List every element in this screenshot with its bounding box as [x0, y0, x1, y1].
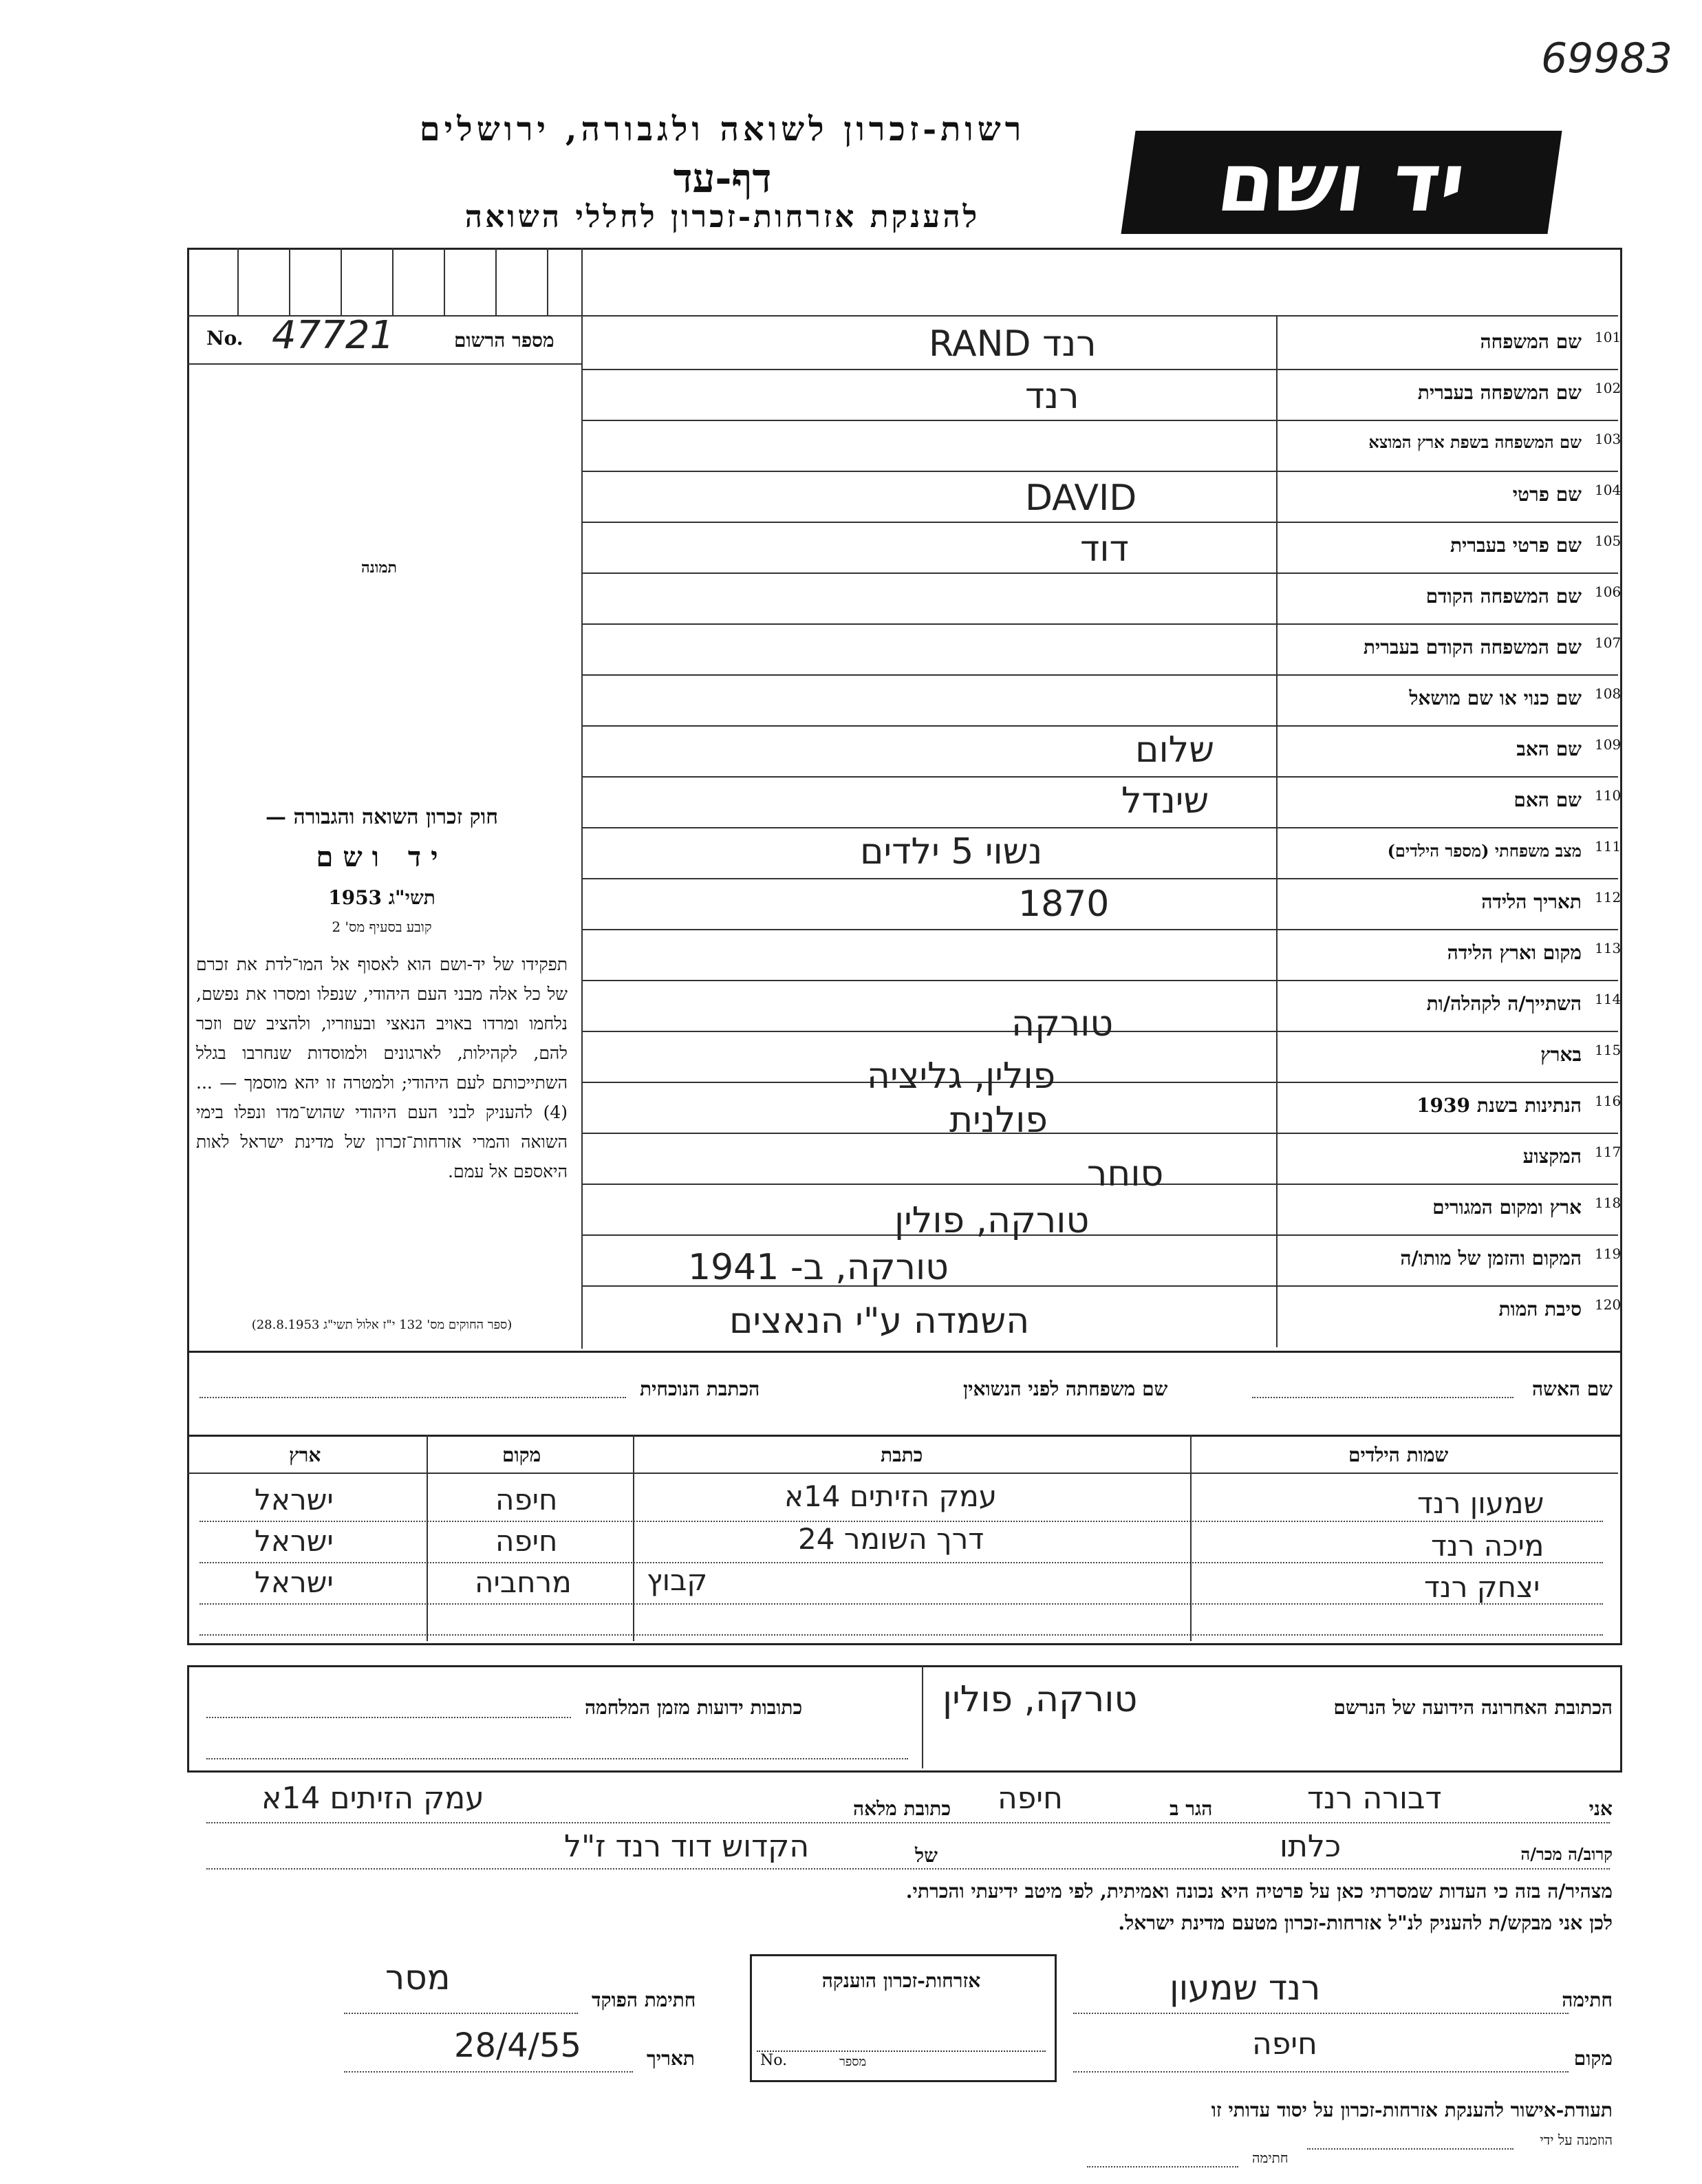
- field-110-num: 110: [1595, 787, 1622, 804]
- law-year: תשי"ג 1953: [328, 886, 435, 909]
- field-103-label: שם המשפחה בשפת ארץ המוצא: [1368, 432, 1582, 452]
- last-address-value: טורקה, פולין: [942, 1679, 1138, 1720]
- child-2-place: חיפה: [495, 1524, 558, 1558]
- field-108-label: שם כנוי או שם מושאל: [1409, 687, 1582, 709]
- officer-label: חתימת הפוקד: [592, 1989, 696, 2011]
- field-117-num: 117: [1595, 1144, 1622, 1160]
- maiden-label: שם משפחתה לפני הנשואין: [963, 1378, 1168, 1400]
- of-label: של: [915, 1844, 938, 1867]
- wife-row: [187, 1349, 1622, 1437]
- last-address-label: הכתובת האחרונה הידועה של הנרשם: [1333, 1696, 1613, 1719]
- declaration-line1: מצהיר/ה בזה כי העדות שמסרתי כאן על פרטיה היא נכונה ואמיתית, לפי מיטב ידיעתי והכרתי.: [905, 1880, 1613, 1903]
- declarant-city: חיפה: [998, 1781, 1063, 1816]
- header-line3: להענקת אזרחות-זכרון לחללי השואה: [464, 200, 980, 235]
- field-103-num: 103: [1595, 431, 1622, 447]
- field-107-label: שם המשפחה הקודם בעברית: [1363, 636, 1582, 659]
- field-116-num: 116: [1595, 1093, 1622, 1109]
- place-label: מקום: [1573, 2047, 1613, 2070]
- photo-label: תמונה: [361, 559, 397, 577]
- field-116-label: הנתינות בשנת 1939: [1416, 1094, 1582, 1117]
- child-3-name: יצחק רנד: [1424, 1570, 1540, 1604]
- certificate-line2: הוזמנה על ידי: [1540, 2132, 1613, 2148]
- officer-date-label: תאריך: [647, 2047, 695, 2070]
- wife-label: שם האשה: [1531, 1378, 1613, 1400]
- children-header-address: כתבת: [881, 1444, 923, 1466]
- registration-no-prefix: No.: [206, 327, 244, 350]
- field-119-value: טורקה, ב- 1941: [688, 1247, 949, 1288]
- header-line1: רשות-זכרון לשואה ולגבורה, ירושלים: [419, 110, 1026, 149]
- resides-label: הגר ב: [1170, 1797, 1213, 1820]
- declarant-ani: אני: [1588, 1797, 1613, 1820]
- field-101-label: שם המשפחה: [1480, 330, 1582, 353]
- field-107-num: 107: [1595, 634, 1622, 651]
- field-115-value: פולין, גליציה: [867, 1056, 1056, 1097]
- declarant-signature: רנד שמעון: [1170, 1968, 1321, 2008]
- child-2-address: דרך השומר 24: [798, 1522, 984, 1556]
- field-106-label: שם המשפחה הקודם: [1425, 585, 1582, 608]
- field-112-label: תאריך הלידה: [1481, 890, 1582, 913]
- law-name: יד ושם: [316, 841, 448, 873]
- field-119-label: המקום והזמן של מותו/ה: [1400, 1247, 1582, 1270]
- grant-title: אזרחות-זכרון הוענקה: [821, 1969, 981, 1992]
- field-120-value: השמדה ע"י הנאצים: [729, 1300, 1030, 1342]
- field-111-label: מצב משפחתי (מספר הילדים): [1387, 841, 1582, 861]
- field-115-num: 115: [1595, 1042, 1622, 1058]
- field-113-label: מקום וארץ הלידה: [1447, 941, 1582, 964]
- declaration-line2: לכן אני מבקש/ת להעניק לנ"ל אזרחות-זכרון מטעם מדינת ישראל.: [1118, 1912, 1613, 1934]
- field-102-label: שם המשפחה בעברית: [1417, 381, 1582, 404]
- field-108-num: 108: [1595, 685, 1622, 702]
- field-118-label: ארץ ומקום המגורים: [1432, 1196, 1582, 1219]
- field-101-value: RAND רנד: [929, 323, 1097, 365]
- corner-number: 69983: [1541, 34, 1672, 83]
- full-address-label: כתובת מלאה: [853, 1797, 951, 1820]
- child-3-place: מרחביה: [475, 1565, 572, 1599]
- wartime-address-label: כתובות ידועות מזמן המלחמה: [585, 1696, 803, 1719]
- field-105-value: דוד: [1080, 528, 1129, 570]
- officer-date: 28/4/55: [454, 2026, 582, 2065]
- field-101-num: 101: [1595, 329, 1622, 345]
- certificate-signature-label: חתימה: [1252, 2150, 1289, 2166]
- children-header-names: שמות הילדים: [1348, 1444, 1449, 1466]
- field-109-num: 109: [1595, 736, 1622, 753]
- certificate-line: תעודת-אישור להענקת אזרחות-זכרון על יסוד עדותי זו: [1211, 2099, 1613, 2121]
- field-104-num: 104: [1595, 482, 1622, 498]
- law-title: חוק זכרון השואה והגבורה —: [266, 805, 498, 829]
- field-105-num: 105: [1595, 533, 1622, 549]
- declarant-of-value: הקדוש דוד רנד ז"ל: [564, 1829, 810, 1864]
- field-119-num: 119: [1595, 1245, 1622, 1262]
- declarant-place: חיפה: [1252, 2026, 1317, 2062]
- field-109-value: שלום: [1135, 729, 1215, 771]
- header-line2: דף-עד: [673, 155, 772, 202]
- field-118-num: 118: [1595, 1195, 1622, 1211]
- field-118-value: טורקה, פולין: [894, 1200, 1090, 1241]
- law-footnote: (ספר החוקים מס' 132 י"ז אלול תשי"ג 28.8.1953): [251, 1318, 513, 1332]
- child-1-place: חיפה: [495, 1483, 558, 1517]
- child-1-country: ישראל: [255, 1483, 334, 1517]
- field-104-value: DAVID: [1025, 478, 1137, 519]
- field-111-num: 111: [1595, 838, 1622, 855]
- field-109-label: שם האב: [1516, 738, 1582, 760]
- field-114-label: השתייך/ה לקהלה/ות: [1426, 992, 1582, 1015]
- grant-no-label: No.: [760, 2052, 788, 2069]
- field-113-num: 113: [1595, 940, 1622, 956]
- registration-label: מספר הרשום: [454, 329, 554, 352]
- child-1-address: עמק הזיתים 14א: [784, 1479, 998, 1513]
- field-115-label: בארץ: [1540, 1043, 1582, 1066]
- main-form-frame: [187, 248, 1622, 1353]
- field-102-value: רנד: [1025, 376, 1079, 417]
- declarant-relation: כלתו: [1280, 1829, 1342, 1864]
- child-2-name: מיכה רנד: [1431, 1529, 1544, 1563]
- field-120-label: סיבת המות: [1498, 1298, 1582, 1320]
- law-body: תפקידו של יד-ושם הוא לאסוף אל המו־לדת את זכרם של כל אלה מבני העם היהודי, שנפלו ומסרו את נפשם, נלחמו ומרדו באויב הנאצי ובעוזריו, ולהציב שם וזכר להם, לקהילות, לארגונים ולמוסדות שנחרבו בגלל השתייכותם לעם היהודי; ולמטרה זו יהא מוסמך — ...(4) להעניק לבני העם היהודי שהוש־מדו ונפלו בימי השואה והמרי אזרחות־זכרון של מדינת ישראל לאות היאספם אל עמם.: [196, 954, 568, 1181]
- field-102-num: 102: [1595, 380, 1622, 396]
- yad-vashem-logo: יד ושם: [1121, 131, 1562, 234]
- declarant-full-address: עמק הזיתים 14א: [261, 1781, 484, 1816]
- field-120-num: 120: [1595, 1296, 1622, 1313]
- field-106-num: 106: [1595, 584, 1622, 600]
- field-110-value: שינדל: [1121, 780, 1209, 822]
- registration-number: 47721: [272, 313, 395, 358]
- child-3-country: ישראל: [255, 1565, 334, 1599]
- field-114-value: טורקה: [1011, 1003, 1114, 1045]
- declarant-name: דבורה רנד: [1307, 1781, 1442, 1816]
- relation-label: קרוב/ה מכר/ה: [1520, 1844, 1613, 1864]
- field-104-label: שם פרטי: [1512, 483, 1582, 506]
- field-112-value: 1870: [1018, 884, 1110, 925]
- field-117-label: המקצוע: [1522, 1145, 1582, 1168]
- child-1-name: שמעון רנד: [1417, 1486, 1544, 1520]
- children-header-place: מקום: [502, 1444, 541, 1466]
- child-3-address: קבוץ: [647, 1563, 708, 1597]
- signature-label: חתימה: [1562, 1989, 1613, 2011]
- field-116-value: פולנית: [949, 1100, 1048, 1141]
- officer-signature: מסר: [385, 1958, 451, 1998]
- grant-number-label: מספר: [839, 2055, 867, 2069]
- field-117-value: סוחר: [1087, 1153, 1164, 1195]
- law-clause: קובע בסעיף מס' 2: [332, 919, 432, 935]
- field-114-num: 114: [1595, 991, 1622, 1007]
- field-111-value: נשוי 5 ילדים: [860, 831, 1043, 872]
- children-header-country: ארץ: [289, 1444, 321, 1466]
- field-105-label: שם פרטי בעברית: [1450, 534, 1582, 557]
- field-110-label: שם האם: [1514, 789, 1582, 811]
- field-112-num: 112: [1595, 889, 1622, 906]
- current-address-label: הכתבת הנוכחית: [640, 1378, 760, 1400]
- child-2-country: ישראל: [255, 1524, 334, 1558]
